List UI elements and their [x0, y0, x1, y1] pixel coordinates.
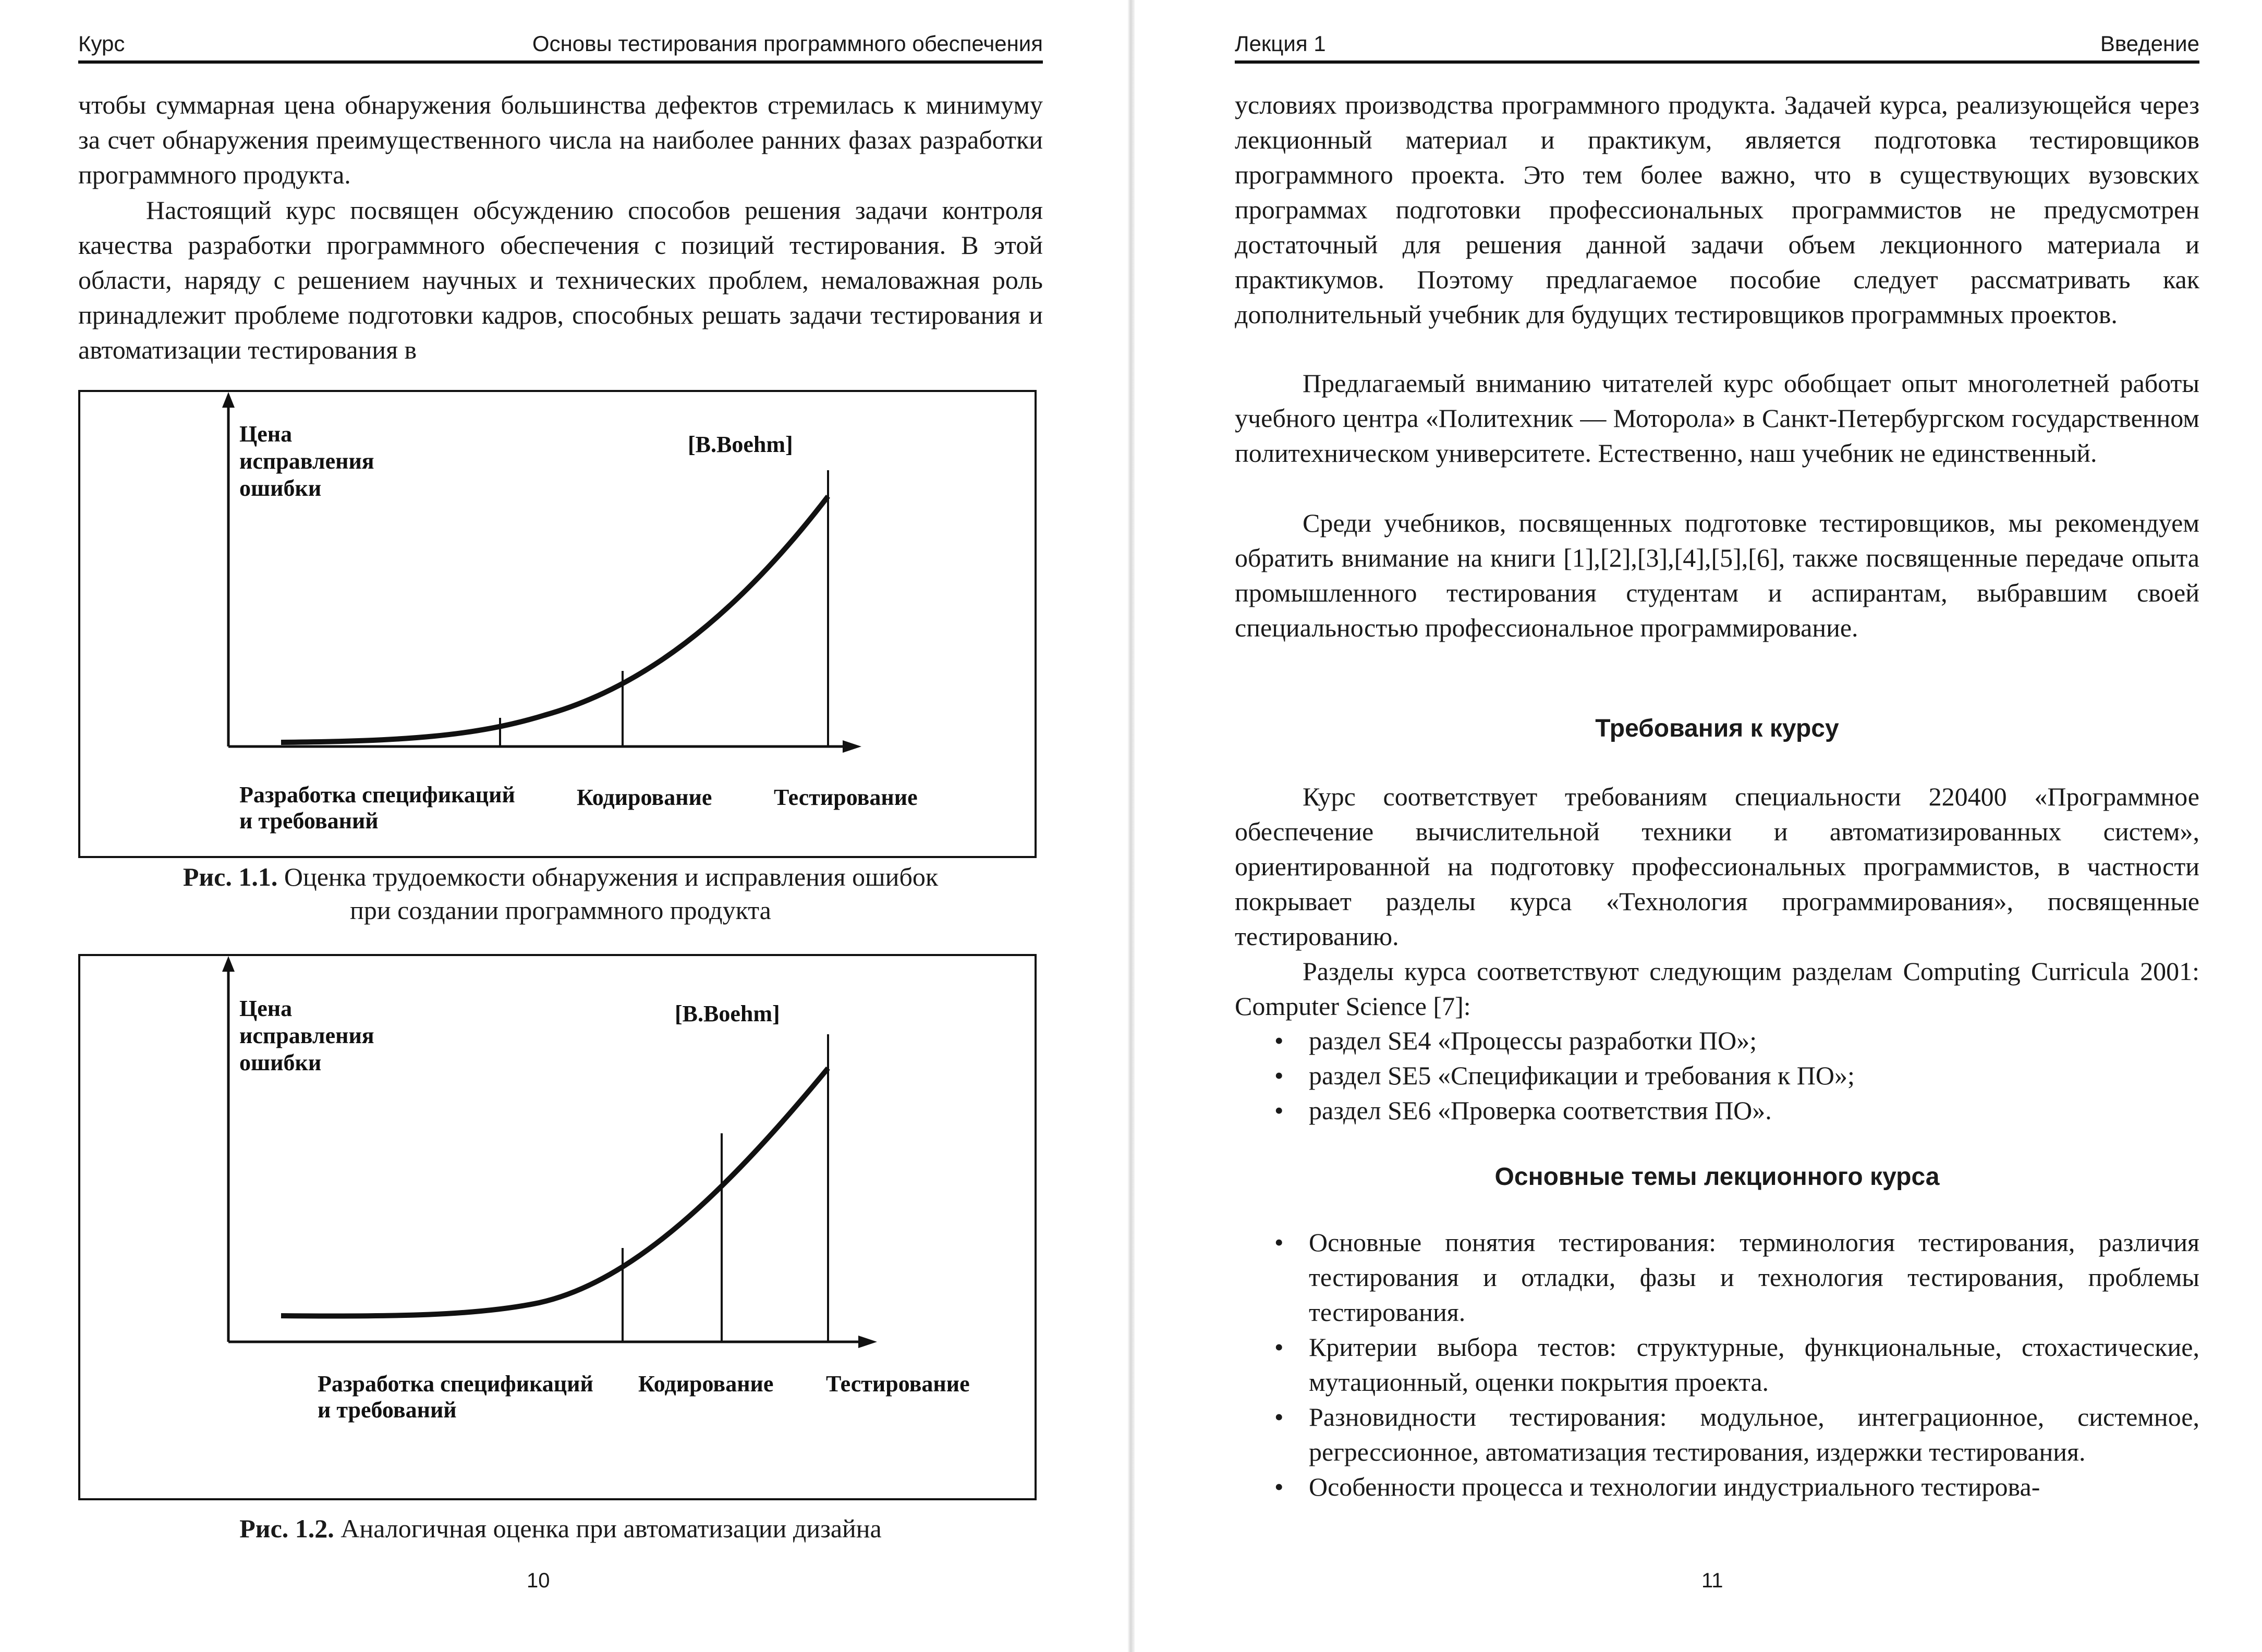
header-section: Введение — [2100, 31, 2199, 56]
cost-curve — [281, 1068, 828, 1316]
source-label: [B.Boehm] — [688, 432, 793, 457]
running-header — [78, 27, 1043, 64]
topics-list — [1272, 1225, 2199, 1504]
list-item: • Критерии выбора тестов: структурные, функциональные, стохастические, мутационный, оценки покрытия проекта. — [1272, 1330, 2199, 1400]
caption-text: Оценка трудоемкости обнаружения и исправления ошибок — [284, 862, 939, 891]
page-number: 11 — [1701, 1569, 1723, 1592]
body-paragraph: Курс соответствует требованиям специальности 220400 «Программное обеспечение вычислительной техники и автоматизированных систем», ориентированной на подготовку профессиональных программистов, в частности покрывает разделы курса «Технология программирования», посвященные тестированию. — [1235, 782, 2199, 951]
y-axis-arrow — [222, 392, 235, 408]
y-label: исправления — [239, 1023, 374, 1048]
body-paragraph: условиях производства программного продукта. Задачей курса, реализующейся через лекционный материал и практикум, является подготовка тестировщиков программного проекта. Это тем более важно, что в существующих вузовских программах подготовки профессиональных программистов не предусмотрен достаточный для решения данной задачи объем лекционного материала и практикумов. Поэтому предлагаемое пособие следует рассматривать как дополнительный учебник для будущих тестировщиков программных проектов. — [1235, 90, 2199, 329]
figure-1-2 — [78, 954, 1037, 1500]
phase-label: и требований — [318, 1397, 457, 1423]
section-heading: Требования к курсу — [1595, 715, 1839, 742]
body-paragraph: чтобы суммарная цена обнаружения большинства дефектов стремилась к минимуму за счет обнаружения преимущественного числа на наиболее ранних фазах разработки программного продукта. — [78, 90, 1043, 189]
phase-label: Кодирование — [577, 785, 712, 810]
figure-1-2-caption — [78, 1512, 1043, 1545]
y-label: исправления — [239, 448, 374, 474]
list-item: • Разновидности тестирования: модульное, интеграционное, системное, регрессионное, автоматизация тестирования, издержки тестирования. — [1272, 1400, 2199, 1470]
header-title: Основы тестирования программного обеспечения — [532, 31, 1043, 56]
y-axis-arrow — [222, 956, 235, 972]
phase-label: Разработка спецификаций — [239, 782, 515, 807]
figure-1-1-chart — [80, 392, 1035, 856]
section-heading: Основные темы лекционного курса — [1494, 1163, 1940, 1191]
cost-curve — [281, 496, 828, 742]
body-paragraph: Разделы курса соответствуют следующим разделам Computing Curricula 2001: Computer Science [7]: — [1235, 957, 2199, 1021]
header-lecture: Лекция 1 — [1235, 31, 1326, 56]
list-item: • раздел SE6 «Проверка соответствия ПО». — [1272, 1093, 2199, 1128]
source-label: [B.Boehm] — [675, 1001, 780, 1026]
sections-list — [1272, 1023, 2199, 1128]
y-label: ошибки — [239, 1050, 322, 1075]
x-axis-arrow — [843, 740, 861, 753]
phase-label: Кодирование — [638, 1371, 774, 1397]
body-paragraph: Среди учебников, посвященных подготовке тестировщиков, мы рекомендуем обратить внимание на книги [1],[2],[3],[4],[5],[6], также посвященные передаче опыта промышленного тестирования студентам и аспирантам, выбравшим своей специальностью профессиональное программирование. — [1235, 508, 2199, 642]
caption-text: при создании программного продукта — [350, 896, 771, 925]
list-item: • Особенности процесса и технологии индустриального тестирова- — [1272, 1470, 2199, 1504]
phase-label: Тестирование — [774, 785, 918, 810]
page-number: 10 — [527, 1569, 550, 1592]
header-course: Курс — [78, 31, 125, 56]
caption-number: Рис. 1.1. — [183, 862, 278, 891]
phase-label: и требований — [239, 808, 379, 834]
y-label: ошибки — [239, 475, 322, 501]
phase-label: Разработка спецификаций — [318, 1371, 593, 1397]
phase-label: Тестирование — [826, 1371, 970, 1397]
right-page — [1136, 0, 2262, 1652]
figure-1-2-chart — [80, 956, 1035, 1498]
caption-number: Рис. 1.2. — [239, 1514, 334, 1543]
left-page — [0, 0, 1126, 1652]
figure-1-1-caption — [78, 860, 1043, 927]
body-paragraph: Предлагаемый вниманию читателей курс обобщает опыт многолетней работы учебного центра «Политехник — Моторола» в Санкт-Петербургском государственном политехническом университете. Естественно, наш учебник не единственный. — [1235, 369, 2199, 468]
x-axis-arrow — [858, 1336, 877, 1348]
running-header — [1235, 27, 2199, 64]
list-item: • раздел SE4 «Процессы разработки ПО»; — [1272, 1023, 2199, 1058]
caption-text: Аналогичная оценка при автоматизации дизайна — [340, 1514, 882, 1543]
figure-1-1 — [78, 390, 1037, 858]
list-item: • раздел SE5 «Спецификации и требования к ПО»; — [1272, 1058, 2199, 1093]
y-label: Цена — [239, 421, 293, 447]
list-item: • Основные понятия тестирования: терминология тестирования, различия тестирования и отладки, фазы и технология тестирования, проблемы тестирования. — [1272, 1225, 2199, 1330]
body-paragraph: Настоящий курс посвящен обсуждению способов решения задачи контроля качества разработки программного обеспечения с позиций тестирования. В этой области, наряду с решением научных и технических проблем, немаловажная роль принадлежит проблеме подготовки кадров, способных решать задачи тестирования и автоматизации тестирования в — [78, 195, 1043, 364]
y-label: Цена — [239, 996, 293, 1021]
book-spine — [1127, 0, 1135, 1652]
